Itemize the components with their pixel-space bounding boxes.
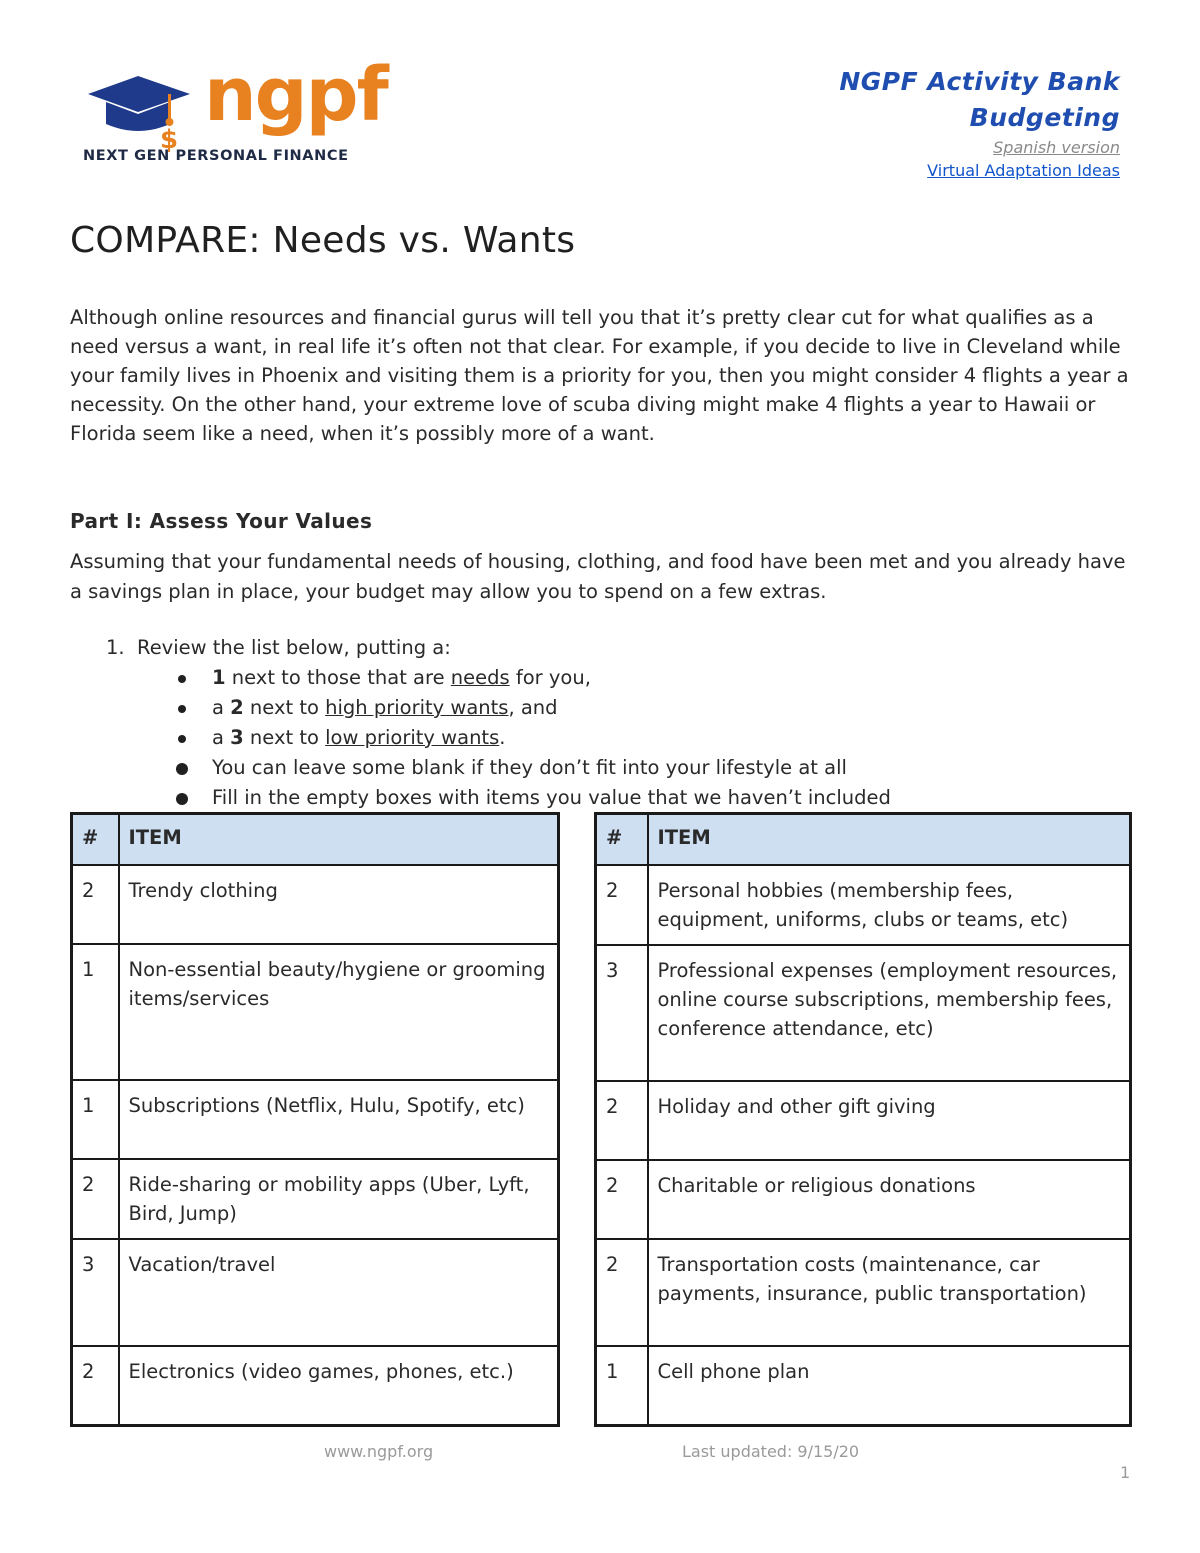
item-cell: Personal hobbies (membership fees, equipment, uniforms, clubs or teams, etc) xyxy=(648,865,1131,945)
table-row xyxy=(596,865,1131,945)
item-cell: Cell phone plan xyxy=(648,1346,1131,1425)
step-number: 1. xyxy=(106,636,125,659)
item-cell: Vacation/travel xyxy=(119,1239,559,1346)
list-item: a 2 next to high priority wants, and xyxy=(172,693,891,723)
values-table-left xyxy=(70,812,560,1427)
item-cell: Professional expenses (employment resources, online course subscriptions, membership fees, conference attendance, etc) xyxy=(648,945,1131,1081)
item-cell: Subscriptions (Netflix, Hulu, Spotify, etc) xyxy=(119,1080,559,1159)
bullet-icon xyxy=(176,763,188,775)
list-item: a 3 next to low priority wants. xyxy=(172,723,891,753)
rank-cell[interactable]: 2 xyxy=(72,1346,119,1425)
rank-cell[interactable]: 3 xyxy=(596,945,648,1081)
item-cell: Transportation costs (maintenance, car payments, insurance, public transportation) xyxy=(648,1239,1131,1346)
logo-tagline: NEXT GEN PERSONAL FINANCE xyxy=(83,148,349,164)
logo-wordmark: ngpf xyxy=(204,52,387,138)
instruction-list xyxy=(172,663,891,813)
item-cell: Charitable or religious donations xyxy=(648,1160,1131,1239)
table-row xyxy=(596,1239,1131,1346)
table-row xyxy=(72,1159,559,1239)
table-row xyxy=(596,1160,1131,1239)
page-title: COMPARE: Needs vs. Wants xyxy=(70,220,576,261)
item-cell: Trendy clothing xyxy=(119,865,559,944)
table-row xyxy=(72,1080,559,1159)
spanish-version-link[interactable]: Spanish version xyxy=(993,138,1120,157)
header-num: # xyxy=(596,814,648,866)
part1-intro: Assuming that your fundamental needs of housing, clothing, and food have been met and you already have a savings plan in place, your budget may allow you to spend on a few extras. xyxy=(70,550,1126,603)
rank-cell[interactable]: 1 xyxy=(72,1080,119,1159)
unit-label: Budgeting xyxy=(969,103,1120,132)
rank-cell[interactable]: 2 xyxy=(596,1239,648,1346)
header-item: ITEM xyxy=(648,814,1131,866)
list-item: 1 next to those that are needs for you, xyxy=(172,663,891,693)
bullet-icon xyxy=(178,735,186,743)
rank-cell[interactable]: 1 xyxy=(72,944,119,1080)
header-item: ITEM xyxy=(119,814,559,866)
intro-paragraph: Although online resources and financial gurus will tell you that it’s pretty clear cut for what qualifies as a need versus a want, in real life it’s often not that clear. For example, if you decide to live in Cleveland while your family lives in Phoenix and visiting them is a priority for you, then you might consider 4 flights a year a necessity. On the other hand, your extreme love of scuba diving might make 4 flights a year to Hawaii or Florida seem like a need, when it’s possibly more of a want. xyxy=(70,306,1129,445)
values-table-right xyxy=(594,812,1132,1427)
list-item: You can leave some blank if they don’t fit into your lifestyle at all xyxy=(172,753,891,783)
ngpf-logo xyxy=(83,52,387,172)
item-cell: Holiday and other gift giving xyxy=(648,1081,1131,1160)
list-item: Fill in the empty boxes with items you value that we haven’t included xyxy=(172,783,891,813)
table-row xyxy=(72,944,559,1080)
last-updated: Last updated: 9/15/20 xyxy=(682,1442,860,1461)
item-cell: Electronics (video games, phones, etc.) xyxy=(119,1346,559,1425)
rank-cell[interactable]: 2 xyxy=(596,865,648,945)
bullet-icon xyxy=(178,675,186,683)
virtual-adaptation-link[interactable]: Virtual Adaptation Ideas xyxy=(927,161,1120,180)
header-num: # xyxy=(72,814,119,866)
item-cell: Ride-sharing or mobility apps (Uber, Lyft, Bird, Jump) xyxy=(119,1159,559,1239)
item-cell: Non-essential beauty/hygiene or grooming items/services xyxy=(119,944,559,1080)
table-row xyxy=(596,1346,1131,1425)
table-row xyxy=(72,865,559,944)
rank-cell[interactable]: 2 xyxy=(72,865,119,944)
bullet-icon xyxy=(178,705,186,713)
rank-cell[interactable]: 2 xyxy=(596,1081,648,1160)
rank-cell[interactable]: 3 xyxy=(72,1239,119,1346)
activity-bank-label: NGPF Activity Bank xyxy=(839,67,1120,96)
table-header-row xyxy=(596,814,1131,866)
footer-url: www.ngpf.org xyxy=(324,1442,434,1461)
table-header-row xyxy=(72,814,559,866)
table-row xyxy=(72,1346,559,1425)
part1-heading: Part I: Assess Your Values xyxy=(70,509,373,533)
rank-cell[interactable]: 2 xyxy=(596,1160,648,1239)
table-row xyxy=(72,1239,559,1346)
rank-cell[interactable]: 2 xyxy=(72,1159,119,1239)
rank-cell[interactable]: 1 xyxy=(596,1346,648,1425)
table-row xyxy=(596,945,1131,1081)
svg-text:$: $ xyxy=(159,125,179,152)
header-block xyxy=(839,64,1120,182)
step-text: Review the list below, putting a: xyxy=(137,636,451,659)
bullet-icon xyxy=(176,793,188,805)
table-row xyxy=(596,1081,1131,1160)
graduation-cap-dollar-icon xyxy=(86,72,196,152)
page-number: 1 xyxy=(1120,1463,1131,1482)
step-1 xyxy=(106,633,451,663)
